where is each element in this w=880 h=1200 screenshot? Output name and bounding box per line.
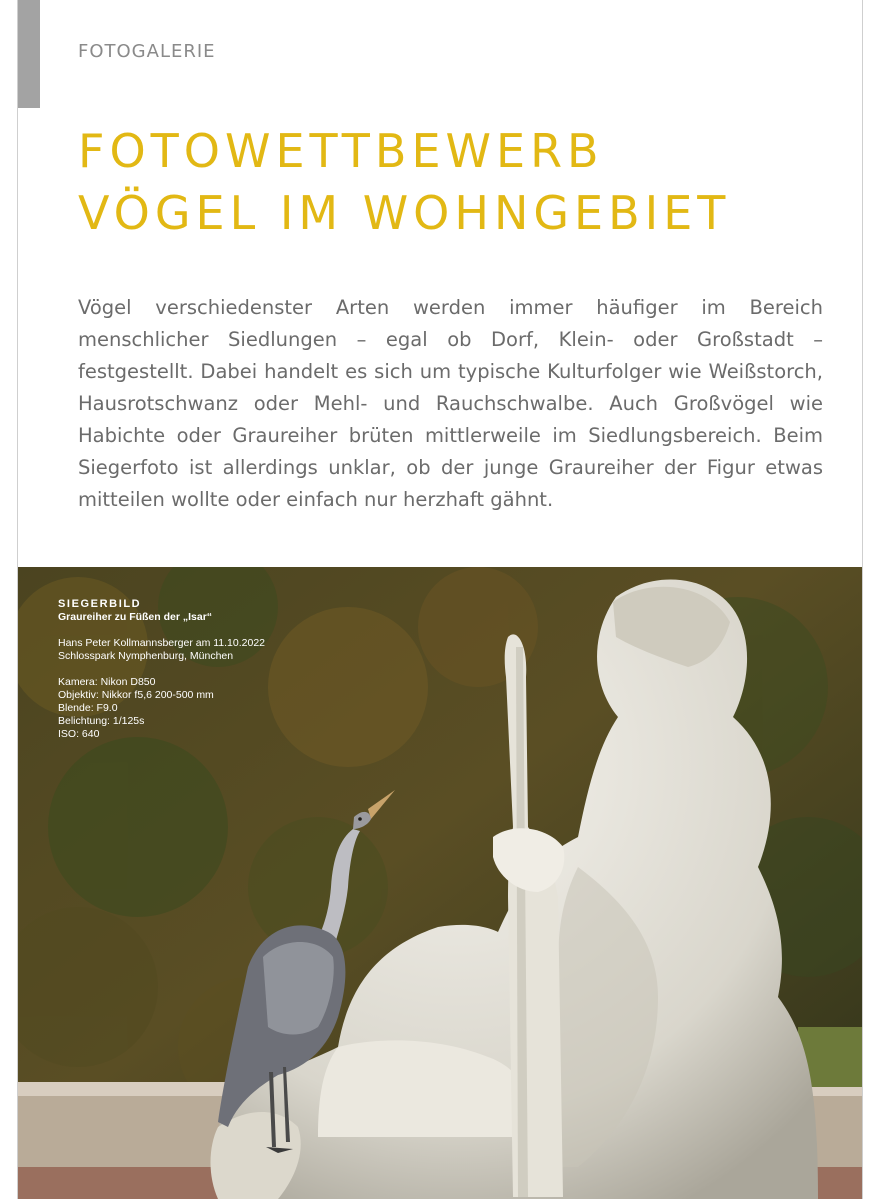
caption-heading: SIEGERBILD [58,598,142,610]
caption-iso: ISO: 640 [58,728,100,740]
caption-location: Schlosspark Nymphenburg, München [58,650,234,662]
photo-caption [58,598,265,741]
title-line-1: FOTOWETTBEWERB [78,124,604,178]
section-tab-marker [18,0,40,108]
caption-subtitle: Graureiher zu Füßen der „Isar“ [58,611,213,623]
page-title [78,120,858,244]
intro-paragraph: Vögel verschiedenster Arten werden immer häufiger im Bereich menschlicher Siedlungen – egal ob Dorf, Klein- oder Großstadt – festgestellt. Dabei handelt es sich um typische Kulturfolger wie Weißstorch, Hausrotschwanz oder Mehl- und Rauchschwalbe. Auch Großvögel wie Habichte oder Graureiher brüten mittlerweile im Siedlungsbereich. Beim Siegerfoto ist allerdings unklar, ob der junge Graureiher der Figur etwas mitteilen wollte oder einfach nur herzhaft gähnt. [78,296,823,511]
caption-camera: Kamera: Nikon D850 [58,676,156,688]
caption-author: Hans Peter Kollmannsberger am 11.10.2022 [58,637,266,649]
caption-aperture: Blende: F9.0 [58,702,118,714]
section-label: FOTOGALERIE [78,41,216,62]
caption-lens: Objektiv: Nikkor f5,6 200-500 mm [58,689,214,701]
title-line-2: VÖGEL IM WOHNGEBIET [78,186,731,240]
caption-exposure: Belichtung: 1/125s [58,715,145,727]
